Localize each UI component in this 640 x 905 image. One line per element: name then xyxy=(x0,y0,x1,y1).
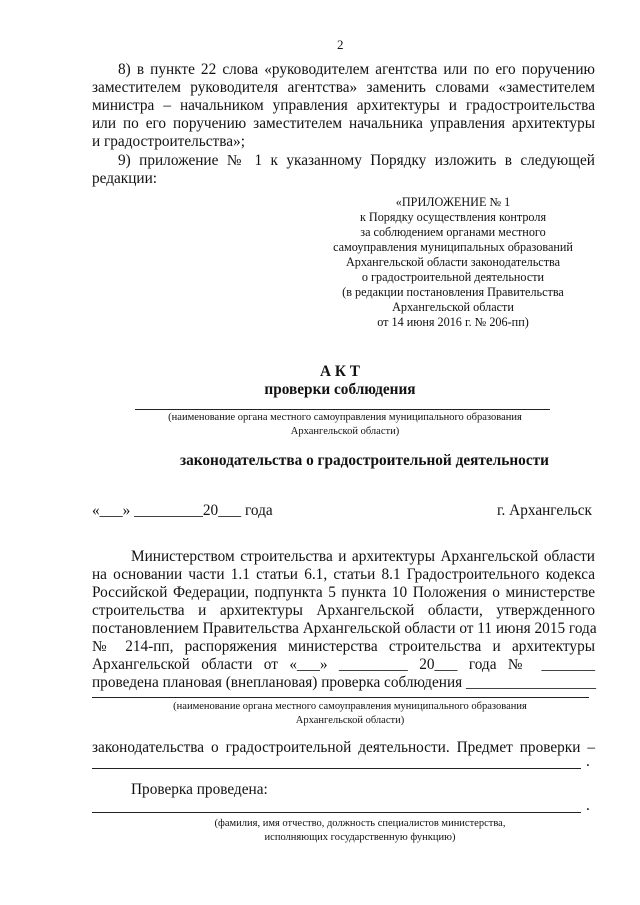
text-line: и градостроительства»; xyxy=(92,133,245,150)
appendix-line: к Порядку осуществления контроля xyxy=(359,210,547,224)
text-line: 8) в пункте 22 слова «руководителем агентства или по его поручению xyxy=(118,61,595,78)
text-line: проведена плановая (внеплановая) проверка соблюдения _________________ xyxy=(92,674,597,691)
text-line: постановлением Правительства Архангельской области от 11 июня 2015 года xyxy=(92,620,597,637)
caption-line: Архангельской области) xyxy=(295,715,405,726)
subject-line: законодательства о градостроительной деятельности. Предмет проверки – xyxy=(92,739,595,756)
caption-line: Архангельской области) xyxy=(290,426,400,437)
page-number: 2 xyxy=(337,37,344,52)
appendix-line: Архангельской области законодательства xyxy=(345,255,561,269)
inspection-label: Проверка проведена: xyxy=(131,781,268,798)
subject-blank-line xyxy=(92,768,581,769)
appendix-line: «ПРИЛОЖЕНИЕ № 1 xyxy=(395,195,511,209)
period-mark: . xyxy=(586,753,590,770)
caption-line: (наименование органа местного самоуправления муниципального образования xyxy=(168,412,522,423)
date-line: «___» _________20___ года xyxy=(92,502,273,519)
text-line: или по его поручению заместителем начальника управления архитектуры xyxy=(92,115,595,132)
text-line: строительства и архитектуры Архангельской области, утвержденного xyxy=(92,602,595,619)
appendix-line: (в редакции постановления Правительства xyxy=(342,285,564,299)
appendix-line: самоуправления муниципальных образований xyxy=(333,240,573,254)
law-heading: законодательства о градостроительной деятельности xyxy=(180,452,549,469)
text-line: редакции: xyxy=(92,170,158,187)
inspectors-blank-line xyxy=(92,812,581,813)
appendix-line: Архангельской области xyxy=(392,300,514,314)
period-mark: . xyxy=(586,797,590,814)
appendix-line: о градостроительной деятельности xyxy=(361,270,545,284)
caption-line: (фамилия, имя отчество, должность специалистов министерства, xyxy=(214,818,506,829)
municipality-blank-line xyxy=(135,409,550,410)
text-line: Архангельской области от «___» _________ 20___ года № _______ xyxy=(92,656,595,673)
text-line: на основании части 1.1 статьи 6.1, статьи 8.1 Градостроительного кодекса xyxy=(92,566,595,583)
municipality-blank-line xyxy=(92,697,589,698)
text-line: заместителем руководителя агентства» заменить словами «заместителем xyxy=(92,79,595,96)
caption-line: (наименование органа местного самоуправления муниципального образования xyxy=(173,701,527,712)
text-line: 9) приложение № 1 к указанному Порядку изложить в следующей xyxy=(118,152,595,169)
text-line: министра – начальником управления архитектуры и градостроительства xyxy=(92,97,595,114)
text-line: № 214-пп, распоряжения министерства строительства и архитектуры xyxy=(92,638,595,655)
text-line: Министерством строительства и архитектуры Архангельской области xyxy=(131,548,595,565)
appendix-line: от 14 июня 2016 г. № 206-пп) xyxy=(377,315,529,329)
text-line: Российской Федерации, подпункта 5 пункта 10 Положения о министерстве xyxy=(92,584,595,601)
act-subtitle: проверки соблюдения xyxy=(264,381,416,398)
caption-line: исполняющих государственную функцию) xyxy=(264,832,456,843)
city-name: г. Архангельск xyxy=(496,502,592,519)
appendix-line: за соблюдением органами местного xyxy=(360,225,546,239)
act-title: А К Т xyxy=(320,363,360,380)
